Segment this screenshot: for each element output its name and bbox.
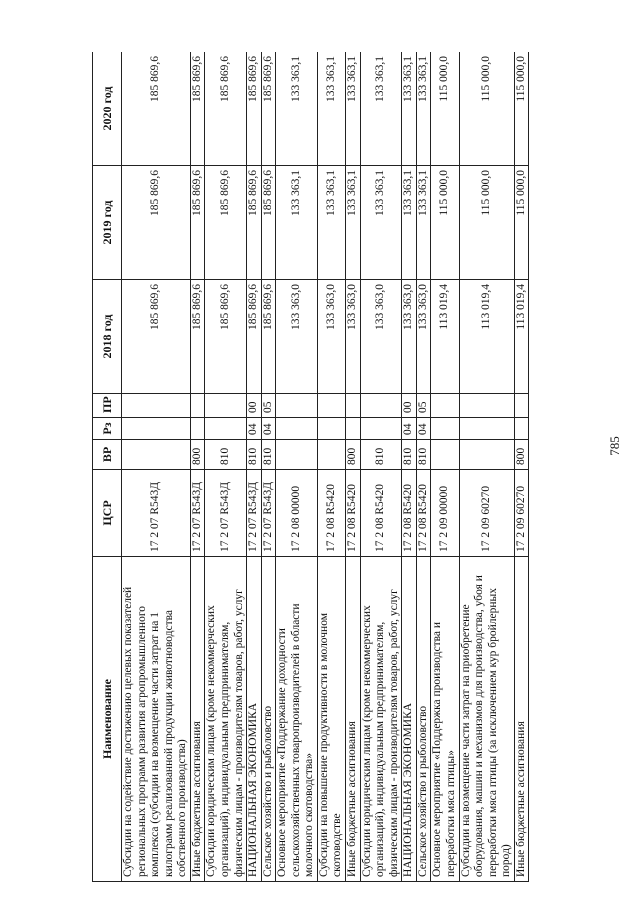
table-row (276, 52, 318, 882)
row-name: Сельское хозяйство и рыболовство (416, 557, 431, 882)
table-row (360, 52, 402, 882)
row-pr (317, 394, 345, 418)
row-vr (276, 440, 318, 470)
row-csr: 17 2 08 R5420 (360, 470, 402, 557)
row-vr: 800 (514, 440, 529, 470)
row-vr: 810 (261, 440, 276, 470)
row-csr: 17 2 09 60270 (514, 470, 529, 557)
rotated-table-area (92, 52, 574, 882)
row-2019: 115 000,0 (514, 166, 529, 280)
row-2018: 185 869,6 (205, 280, 247, 394)
table-row (247, 52, 262, 882)
row-pr (360, 394, 402, 418)
row-rz (346, 418, 361, 440)
table-row (402, 52, 417, 882)
row-rz (459, 418, 514, 440)
row-2018: 185 869,6 (261, 280, 276, 394)
row-2018: 133 363,0 (360, 280, 402, 394)
row-vr: 810 (360, 440, 402, 470)
header-rz: Рз (93, 418, 122, 440)
row-vr: 800 (346, 440, 361, 470)
table-row (459, 52, 514, 882)
row-rz (122, 418, 191, 440)
row-2018: 185 869,6 (247, 280, 262, 394)
row-pr (346, 394, 361, 418)
row-csr: 17 2 09 00000 (431, 470, 459, 557)
row-2020: 115 000,0 (514, 52, 529, 166)
row-name: НАЦИОНАЛЬНАЯ ЭКОНОМИКА (402, 557, 417, 882)
row-2019: 185 869,6 (122, 166, 191, 280)
row-2020: 185 869,6 (205, 52, 247, 166)
row-name: Субсидии на возмещение части затрат на приобретение оборудования, машин и механизмов для производства, убоя и переработки мяса птицы (за исключением кур бройлерных пород) (459, 557, 514, 882)
row-2020: 133 363,1 (360, 52, 402, 166)
row-2020: 133 363,1 (276, 52, 318, 166)
header-2019: 2019 год (93, 166, 122, 280)
row-pr: 00 (402, 394, 417, 418)
row-name: Иные бюджетные ассигнования (190, 557, 205, 882)
row-name: Основное мероприятие «Поддержка производства и переработки мяса птицы» (431, 557, 459, 882)
row-pr (276, 394, 318, 418)
row-2020: 185 869,6 (261, 52, 276, 166)
table-row (122, 52, 191, 882)
row-2020: 133 363,1 (317, 52, 345, 166)
row-rz (360, 418, 402, 440)
row-rz (514, 418, 529, 440)
page-number: 785 (607, 436, 622, 456)
table-row (190, 52, 205, 882)
table-row (514, 52, 529, 882)
row-2018: 133 363,0 (317, 280, 345, 394)
row-2018: 185 869,6 (190, 280, 205, 394)
row-vr: 810 (402, 440, 417, 470)
budget-table (92, 52, 529, 882)
row-2018: 185 869,6 (122, 280, 191, 394)
row-2019: 115 000,0 (459, 166, 514, 280)
row-csr: 17 2 07 R543Д (247, 470, 262, 557)
row-2019: 133 363,1 (276, 166, 318, 280)
table-row (416, 52, 431, 882)
row-name: Субсидии юридическим лицам (кроме некоммерческих организаций), индивидуальным предпринимателям, физическим лицам - производителям товаров, работ, услуг (205, 557, 247, 882)
row-pr: 05 (261, 394, 276, 418)
row-vr (459, 440, 514, 470)
row-2020: 185 869,6 (247, 52, 262, 166)
row-2020: 185 869,6 (122, 52, 191, 166)
row-name: Иные бюджетные ассигнования (514, 557, 529, 882)
row-pr (459, 394, 514, 418)
row-pr (431, 394, 459, 418)
row-csr: 17 2 08 R5420 (346, 470, 361, 557)
row-rz: 04 (402, 418, 417, 440)
row-rz (190, 418, 205, 440)
table-row (261, 52, 276, 882)
row-csr: 17 2 07 R543Д (122, 470, 191, 557)
row-rz: 04 (416, 418, 431, 440)
header-pr: ПР (93, 394, 122, 418)
row-csr: 17 2 07 R543Д (190, 470, 205, 557)
row-2019: 115 000,0 (431, 166, 459, 280)
row-name: НАЦИОНАЛЬНАЯ ЭКОНОМИКА (247, 557, 262, 882)
row-rz (276, 418, 318, 440)
row-2019: 133 363,1 (346, 166, 361, 280)
row-csr: 17 2 08 R5420 (317, 470, 345, 557)
row-vr (431, 440, 459, 470)
row-2018: 113 019,4 (459, 280, 514, 394)
row-name: Субсидии на повышение продуктивности в молочном скотоводстве (317, 557, 345, 882)
table-holder (92, 52, 574, 882)
row-2019: 133 363,1 (360, 166, 402, 280)
row-2020: 115 000,0 (431, 52, 459, 166)
row-2019: 133 363,1 (317, 166, 345, 280)
row-2019: 185 869,6 (205, 166, 247, 280)
table-row (317, 52, 345, 882)
row-name: Сельское хозяйство и рыболовство (261, 557, 276, 882)
row-vr: 810 (416, 440, 431, 470)
row-name: Субсидии юридическим лицам (кроме некоммерческих организаций), индивидуальным предпринимателям, физическим лицам - производителям товаров, работ, услуг (360, 557, 402, 882)
table-row (431, 52, 459, 882)
row-rz: 04 (261, 418, 276, 440)
row-rz: 04 (247, 418, 262, 440)
row-csr: 17 2 07 R543Д (205, 470, 247, 557)
row-2019: 185 869,6 (261, 166, 276, 280)
row-2018: 133 363,0 (416, 280, 431, 394)
header-vr: ВР (93, 440, 122, 470)
row-vr (317, 440, 345, 470)
row-csr: 17 2 08 00000 (276, 470, 318, 557)
row-csr: 17 2 09 60270 (459, 470, 514, 557)
row-rz (317, 418, 345, 440)
row-2018: 133 363,0 (276, 280, 318, 394)
row-rz (431, 418, 459, 440)
row-pr: 00 (247, 394, 262, 418)
row-2018: 113 019,4 (514, 280, 529, 394)
row-vr: 810 (247, 440, 262, 470)
row-pr (205, 394, 247, 418)
row-pr (514, 394, 529, 418)
row-vr: 810 (205, 440, 247, 470)
row-csr: 17 2 07 R543Д (261, 470, 276, 557)
row-rz (205, 418, 247, 440)
table-row (205, 52, 247, 882)
row-2018: 113 019,4 (431, 280, 459, 394)
header-2018: 2018 год (93, 280, 122, 394)
row-pr (122, 394, 191, 418)
row-2019: 133 363,1 (416, 166, 431, 280)
table-row (346, 52, 361, 882)
row-name: Основное мероприятие «Поддержание доходности сельскохозяйственных товаропроизводителей в области молочного скотоводства» (276, 557, 318, 882)
table-body (122, 52, 529, 882)
row-vr (122, 440, 191, 470)
row-vr: 800 (190, 440, 205, 470)
row-2019: 133 363,1 (402, 166, 417, 280)
table-header-row (93, 52, 122, 882)
row-2018: 133 363,0 (402, 280, 417, 394)
row-name: Иные бюджетные ассигнования (346, 557, 361, 882)
header-2020: 2020 год (93, 52, 122, 166)
row-pr: 05 (416, 394, 431, 418)
row-2019: 185 869,6 (247, 166, 262, 280)
row-2019: 185 869,6 (190, 166, 205, 280)
row-2020: 133 363,1 (416, 52, 431, 166)
row-name: Субсидии на содействие достижению целевых показателей региональных программ развития агропромышленного комплекса (субсидии на возмещение части затрат на 1 килограмм реализованной продукции животноводства собственного производства) (122, 557, 191, 882)
row-2020: 115 000,0 (459, 52, 514, 166)
header-csr: ЦСР (93, 470, 122, 557)
row-2020: 185 869,6 (190, 52, 205, 166)
row-pr (190, 394, 205, 418)
row-csr: 17 2 08 R5420 (402, 470, 417, 557)
row-2020: 133 363,1 (402, 52, 417, 166)
row-csr: 17 2 08 R5420 (416, 470, 431, 557)
row-2020: 133 363,1 (346, 52, 361, 166)
row-2018: 133 363,0 (346, 280, 361, 394)
header-name: Наименование (93, 557, 122, 882)
